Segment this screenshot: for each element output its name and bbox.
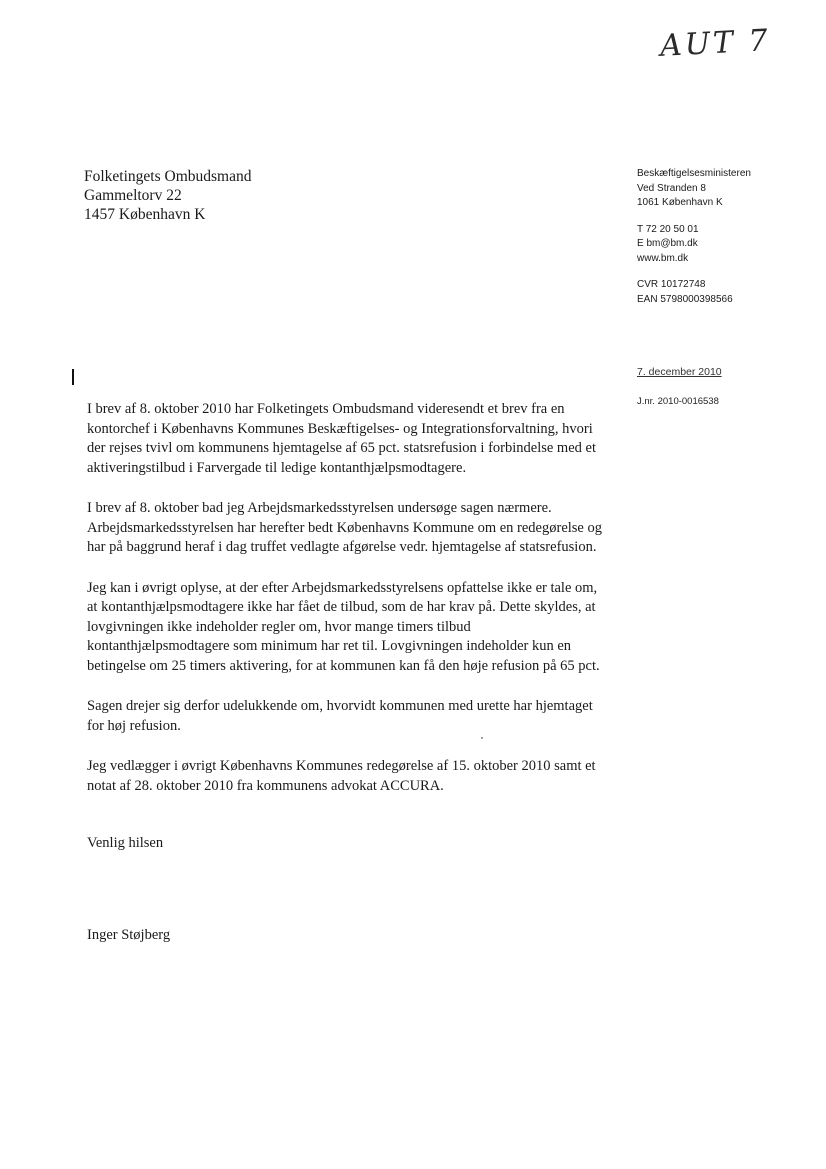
margin-mark — [72, 369, 74, 385]
sender-address — [637, 167, 751, 211]
sender-email: E bm@bm.dk — [637, 238, 698, 249]
sender-cvr: CVR 10172748 — [637, 279, 706, 290]
sender-ean: EAN 5798000398566 — [637, 293, 733, 305]
journal-number: J.nr. 2010-0016538 — [637, 396, 719, 407]
sender-info — [637, 167, 751, 319]
sender-name: Beskæftigelsesministeren — [637, 168, 751, 179]
recipient-city: 1457 København K — [84, 206, 206, 223]
recipient-street: Gammeltorv 22 — [84, 187, 182, 204]
paragraph-2: I brev af 8. oktober bad jeg Arbejdsmarkedsstyrelsen undersøge sagen nærmere. Arbejdsmarkedsstyrelsen har herefter bedt Københavns Kommune om en redegørelse og har på baggrund heraf i dag truffet vedlagte afgørelse vedr. hjemtagelse af statsrefusion. — [87, 500, 602, 555]
closing-salutation: Venlig hilsen — [87, 835, 164, 851]
sender-city: 1061 København K — [637, 197, 723, 208]
handwritten-annotation: AUT 7 — [659, 23, 772, 64]
recipient-address — [84, 167, 251, 224]
paragraph-4: Sagen drejer sig derfor udelukkende om, hvorvidt kommunen med urette har hjemtaget for høj refusion. — [87, 698, 593, 734]
sender-phone: T 72 20 50 01 — [637, 223, 699, 235]
sender-contact — [637, 223, 751, 267]
paragraph-3: Jeg kan i øvrigt oplyse, at der efter Arbejdsmarkedsstyrelsens opfattelse ikke er tale om, at kontanthjælpsmodtagere ikke har fået de tilbud, som de har krav på. Dette skyldes, at lovgivningen ikke indeholder regler om, hvor mange timers tilbud kontanthjælpsmodtagere som minimum har ret til. Lovgivningen indeholder kun en betingelse om 25 timers aktivering, for at kommunen kan få den høje refusion på 65 pct. — [87, 579, 600, 674]
scan-speck — [481, 737, 483, 739]
recipient-name: Folketingets Ombudsmand — [84, 168, 252, 185]
paragraph-5: Jeg vedlægger i øvrigt Københavns Kommunes redegørelse af 15. oktober 2010 samt et notat af 28. oktober 2010 fra kommunens advokat ACCURA. — [87, 758, 596, 794]
sender-street: Ved Stranden 8 — [637, 182, 706, 194]
sender-ids — [637, 278, 751, 307]
letter-date: 7. december 2010 — [637, 366, 722, 378]
letter-body — [87, 400, 607, 817]
paragraph-1: I brev af 8. oktober 2010 har Folketingets Ombudsmand videresendt et brev fra en kontorchef i Københavns Kommunes Beskæftigelses- og Integrationsforvaltning, hvori der rejses tvivl om kommunens hjemtagelse af 65 pct. statsrefusion i forbindelse med et aktiveringstilbud i Farvergade til ledige kontanthjælpsmodtagere. — [87, 401, 596, 476]
sender-web: www.bm.dk — [637, 252, 689, 264]
signature-name: Inger Støjberg — [87, 927, 171, 943]
